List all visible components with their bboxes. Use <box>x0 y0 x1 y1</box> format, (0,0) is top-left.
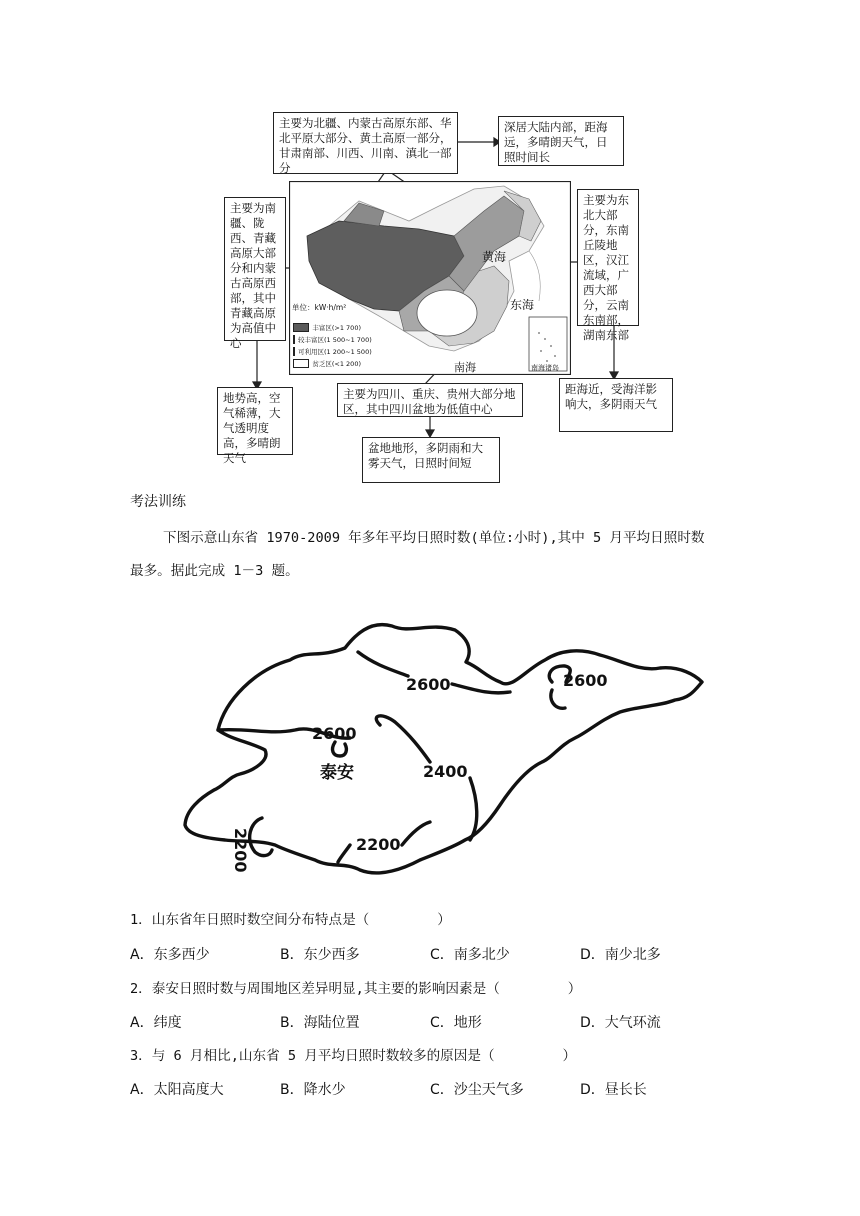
label-2200-west: 2200 <box>231 828 250 873</box>
question-stem: 2．泰安日照时数与周围地区差异明显,其主要的影响因素是（ ） <box>130 981 582 997</box>
legend-swatch <box>293 347 295 356</box>
question-stem: 3．与 6 月相比,山东省 5 月平均日照时数较多的原因是（ ） <box>130 1048 577 1064</box>
label-donghai: 东海 <box>510 298 535 312</box>
legend-item-poor: 贫乏区(<1 200) <box>293 357 361 369</box>
section-title: 考法训练 <box>130 494 186 510</box>
option-d[interactable]: D．昼长长 <box>580 1082 647 1098</box>
option-d[interactable]: D．大气环流 <box>580 1015 661 1031</box>
inset-label: 南海诸岛 <box>531 364 559 372</box>
box-west-effect: 地势高，空气稀薄，大气透明度高，多晴朗天气 <box>217 387 293 455</box>
map-unit-label: 单位：kW·h/m² <box>292 303 347 312</box>
label-huanghai: 黄海 <box>482 250 507 264</box>
intro-line-1: 下图示意山东省 1970-2009 年多年平均日照时数(单位:小时),其中 5 月平均日照时数 <box>163 530 705 546</box>
label-2400: 2400 <box>423 762 468 781</box>
box-north-effect: 深居大陆内部，距海远，多晴朗天气，日照时间长 <box>498 116 624 166</box>
option-b[interactable]: B．海陆位置 <box>280 1015 360 1031</box>
isoline-2200-south <box>338 845 350 862</box>
label-2600-taian: 2600 <box>312 724 357 743</box>
option-c[interactable]: C．沙尘天气多 <box>430 1082 524 1098</box>
box-north-regions: 主要为北疆、内蒙古高原东部、华北平原大部分、黄土高原一部分，甘肃南部、川西、川南、滇北一部分 <box>273 112 458 174</box>
legend-swatch <box>293 323 309 332</box>
shandong-sunshine-map <box>170 610 720 890</box>
option-c[interactable]: C．南多北少 <box>430 947 510 963</box>
option-a[interactable]: A．东多西少 <box>130 947 210 963</box>
option-d[interactable]: D．南少北多 <box>580 947 661 963</box>
legend-swatch <box>293 359 309 368</box>
intro-line-2: 最多。据此完成 1－3 题。 <box>130 563 299 579</box>
option-b[interactable]: B．降水少 <box>280 1082 346 1098</box>
isoline-2200-west <box>250 818 272 856</box>
option-b[interactable]: B．东少西多 <box>280 947 360 963</box>
option-a[interactable]: A．太阳高度大 <box>130 1082 224 1098</box>
legend-item-rich: 丰富区(>1 700) <box>293 321 361 333</box>
legend-item-fairly-rich: 较丰富区(1 500~1 700) <box>293 333 361 345</box>
province-outline <box>185 625 702 873</box>
map-legend <box>293 321 372 369</box>
isoline-2600-north <box>358 652 408 676</box>
legend-swatch <box>293 335 295 344</box>
label-2600-east: 2600 <box>563 671 608 690</box>
label-2600-north: 2600 <box>406 675 451 694</box>
label-nanhai: 南海 <box>454 361 476 374</box>
legend-item-usable: 可利用区(1 200~1 500) <box>293 345 361 357</box>
label-2200-south: 2200 <box>356 835 401 854</box>
option-c[interactable]: C．地形 <box>430 1015 482 1031</box>
box-sichuan-effect: 盆地地形，多阴雨和大雾天气，日照时间短 <box>362 437 500 483</box>
box-east-regions: 主要为东北大部分，东南丘陵地区，汉江流域，广西大部分，云南东南部，湖南东部 <box>577 189 639 326</box>
option-a[interactable]: A．纬度 <box>130 1015 182 1031</box>
label-taian: 泰安 <box>320 763 354 783</box>
isoline-2600-taian <box>333 742 347 756</box>
box-east-effect: 距海近，受海洋影响大，多阴雨天气 <box>559 378 673 432</box>
question-stem: 1．山东省年日照时数空间分布特点是（ ） <box>130 912 451 928</box>
box-sichuan-regions: 主要为四川、重庆、贵州大部分地区，其中四川盆地为低值中心 <box>337 383 523 417</box>
box-west-regions: 主要为南疆、陇西、青藏高原大部分和内蒙古高原西部，其中青藏高原为高值中心 <box>224 197 286 341</box>
